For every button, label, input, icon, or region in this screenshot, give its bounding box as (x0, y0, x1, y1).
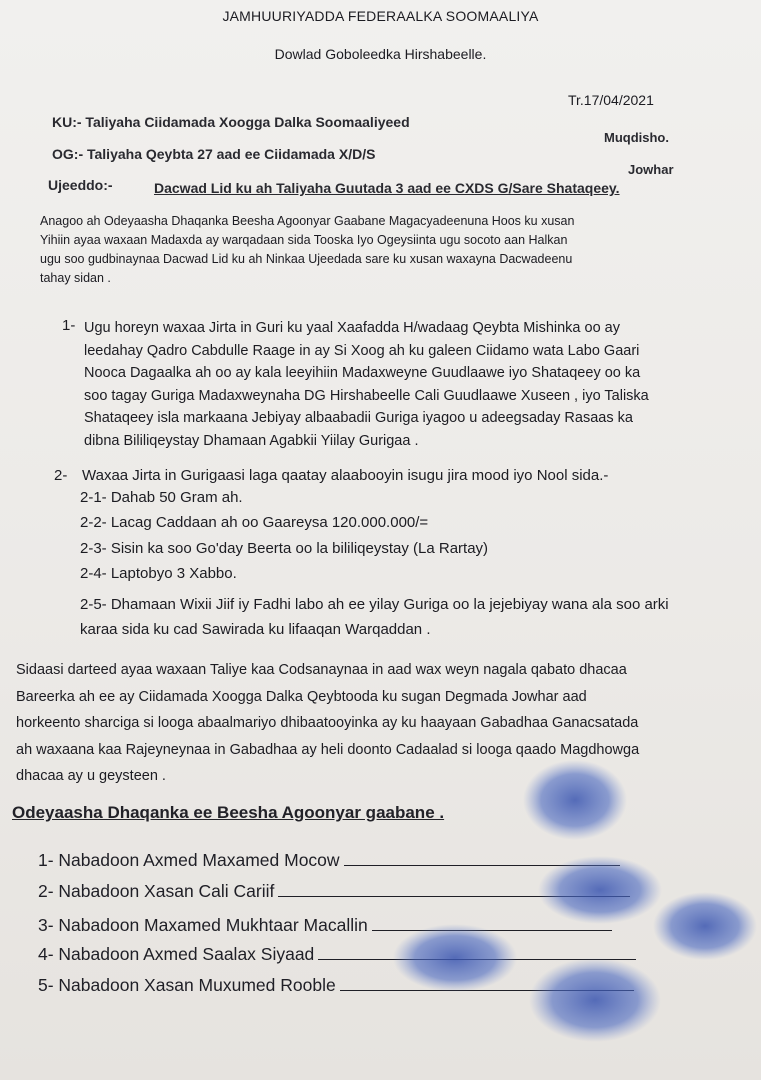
closing-line: Bareerka ah ee ay Ciidamada Xoogga Dalka Qeybtooda ku sugan Degmada Jowhar aad (16, 688, 587, 705)
signature-line (372, 916, 612, 931)
point-2-item: 2-2- Lacag Caddaan ah oo Gaareysa 120.000.000/= (80, 514, 429, 531)
subject-label: Ujeeddo:- (48, 177, 113, 193)
point-1-number: 1- (62, 317, 76, 334)
signatory-name: 2- Nabadoon Xasan Cali Cariif (38, 881, 275, 901)
subject-text: Dacwad Lid ku ah Taliyaha Guutada 3 aad ee CXDS G/Sare Shataqeey. (154, 180, 620, 196)
recipient-to: KU:- Taliyaha Ciidamada Xoogga Dalka Soomaaliyeed (52, 114, 410, 130)
thumbprint-icon (529, 958, 661, 1042)
closing-line: horkeento sharciga si looga abaalmariyo dhibaatooyinka ay ku haayaan Gabadhaa Ganacsatada (16, 715, 639, 731)
signatory-row (38, 881, 630, 902)
signatory-row (38, 915, 612, 936)
point-2-item-5 (80, 592, 669, 642)
point-1-line: leedahay Qadro Cabdulle Raage in ay Si Xoog ah ku galeen Ciidamo wata Labo Gaari (84, 342, 640, 359)
signatory-row (38, 850, 620, 871)
recipient-cc: OG:- Taliyaha Qeybta 27 aad ee Ciidamada X/D/S (52, 146, 376, 162)
point-2-number: 2- (54, 467, 68, 484)
header-state: Dowlad Goboleedka Hirshabeelle. (274, 46, 487, 62)
intro-line: Anagoo ah Odeyaasha Dhaqanka Beesha Agoonyar Gaabane Magacyadeenuna Hoos ku xusan (40, 214, 575, 228)
signatory-name: 3- Nabadoon Maxamed Mukhtaar Macallin (38, 915, 368, 935)
signature-line (344, 851, 620, 866)
signature-line (278, 882, 630, 897)
closing-line: Sidaasi darteed ayaa waxaan Taliye kaa Codsanaynaa in aad wax weyn nagala qabato dhacaa (16, 662, 627, 678)
signatory-row (38, 975, 634, 996)
point-1-line: Ugu horeyn waxaa Jirta in Guri ku yaal Xaafadda H/wadaag Qeybta Mishinka oo ay (84, 320, 620, 336)
intro-line: ugu soo gudbinaynaa Dacwad Lid ku ah Ninkaa Ujeedada sare ku xusan waxayna Dacwadeenu (40, 252, 573, 266)
point-2-item: 2-4- Laptobyo 3 Xabbo. (80, 565, 237, 582)
point-2-text: Waxaa Jirta in Gurigaasi laga qaatay alaabooyin isugu jira mood iyo Nool sida.- (82, 467, 609, 484)
point-1-line: Nooca Dagaalka ah oo ay kala leeyihiin Madaxweyne Guudlaawe iyo Shataqeey oo ka (84, 365, 641, 381)
point-2-item: 2-3- Sisin ka soo Go'day Beerta oo la bililiqeystay (La Rartay) (80, 540, 489, 557)
intro-line: Yihiin ayaa waxaan Madaxda ay warqadaan sida Tooska Iyo Ogeysiinta ugu socoto aan Halkan (40, 233, 568, 247)
signatory-row (38, 944, 636, 965)
point-1-line: soo tagay Guriga Madaxweynaha DG Hirshabeelle Cali Guudlaawe Xuseen , iyo Taliska (84, 387, 649, 404)
closing-paragraph (16, 657, 639, 790)
signatories-heading: Odeyaasha Dhaqanka ee Beesha Agoonyar gaabane . (12, 803, 445, 822)
closing-line: dhacaa ay u geysteen . (16, 768, 166, 784)
point-1-text (84, 317, 649, 452)
point-2-item-5-line: karaa sida ku cad Sawirada ku lifaaqan Warqaddan . (80, 621, 431, 638)
recipient-cc-place: Jowhar (628, 162, 674, 177)
intro-line: tahay sidan . (40, 271, 111, 285)
point-1-line: Shataqeey isla markaana Jebiyay albaabadii Guriga iyagoo u adeegsaday Rasaas ka (84, 410, 633, 426)
intro-paragraph (40, 212, 720, 288)
signatory-name: 1- Nabadoon Axmed Maxamed Mocow (38, 850, 340, 870)
point-1-line: dibna Bililiqeystay Dhamaan Agabkii Yiilay Gurigaa . (84, 432, 419, 449)
header-republic: JAMHUURIYADDA FEDERAALKA SOOMAALIYA (222, 8, 539, 24)
point-2-item: 2-1- Dahab 50 Gram ah. (80, 489, 243, 506)
signatory-name: 4- Nabadoon Axmed Saalax Siyaad (38, 944, 315, 964)
thumbprint-icon (653, 892, 757, 960)
letter-date: Tr.17/04/2021 (568, 92, 654, 108)
signature-line (340, 976, 634, 991)
signatory-name: 5- Nabadoon Xasan Muxumed Rooble (38, 975, 336, 995)
recipient-to-place: Muqdisho. (604, 130, 669, 145)
closing-line: ah waxaana kaa Rajeyneynaa in Gabadhaa ay heli doonto Cadaalad si looga qaado Magdhowga (16, 741, 640, 758)
signature-line (318, 945, 636, 960)
point-2-item-5-line: 2-5- Dhamaan Wixii Jiif iy Fadhi labo ah ee yilay Guriga oo la jejebiyay wana ala soo arki (80, 596, 669, 613)
